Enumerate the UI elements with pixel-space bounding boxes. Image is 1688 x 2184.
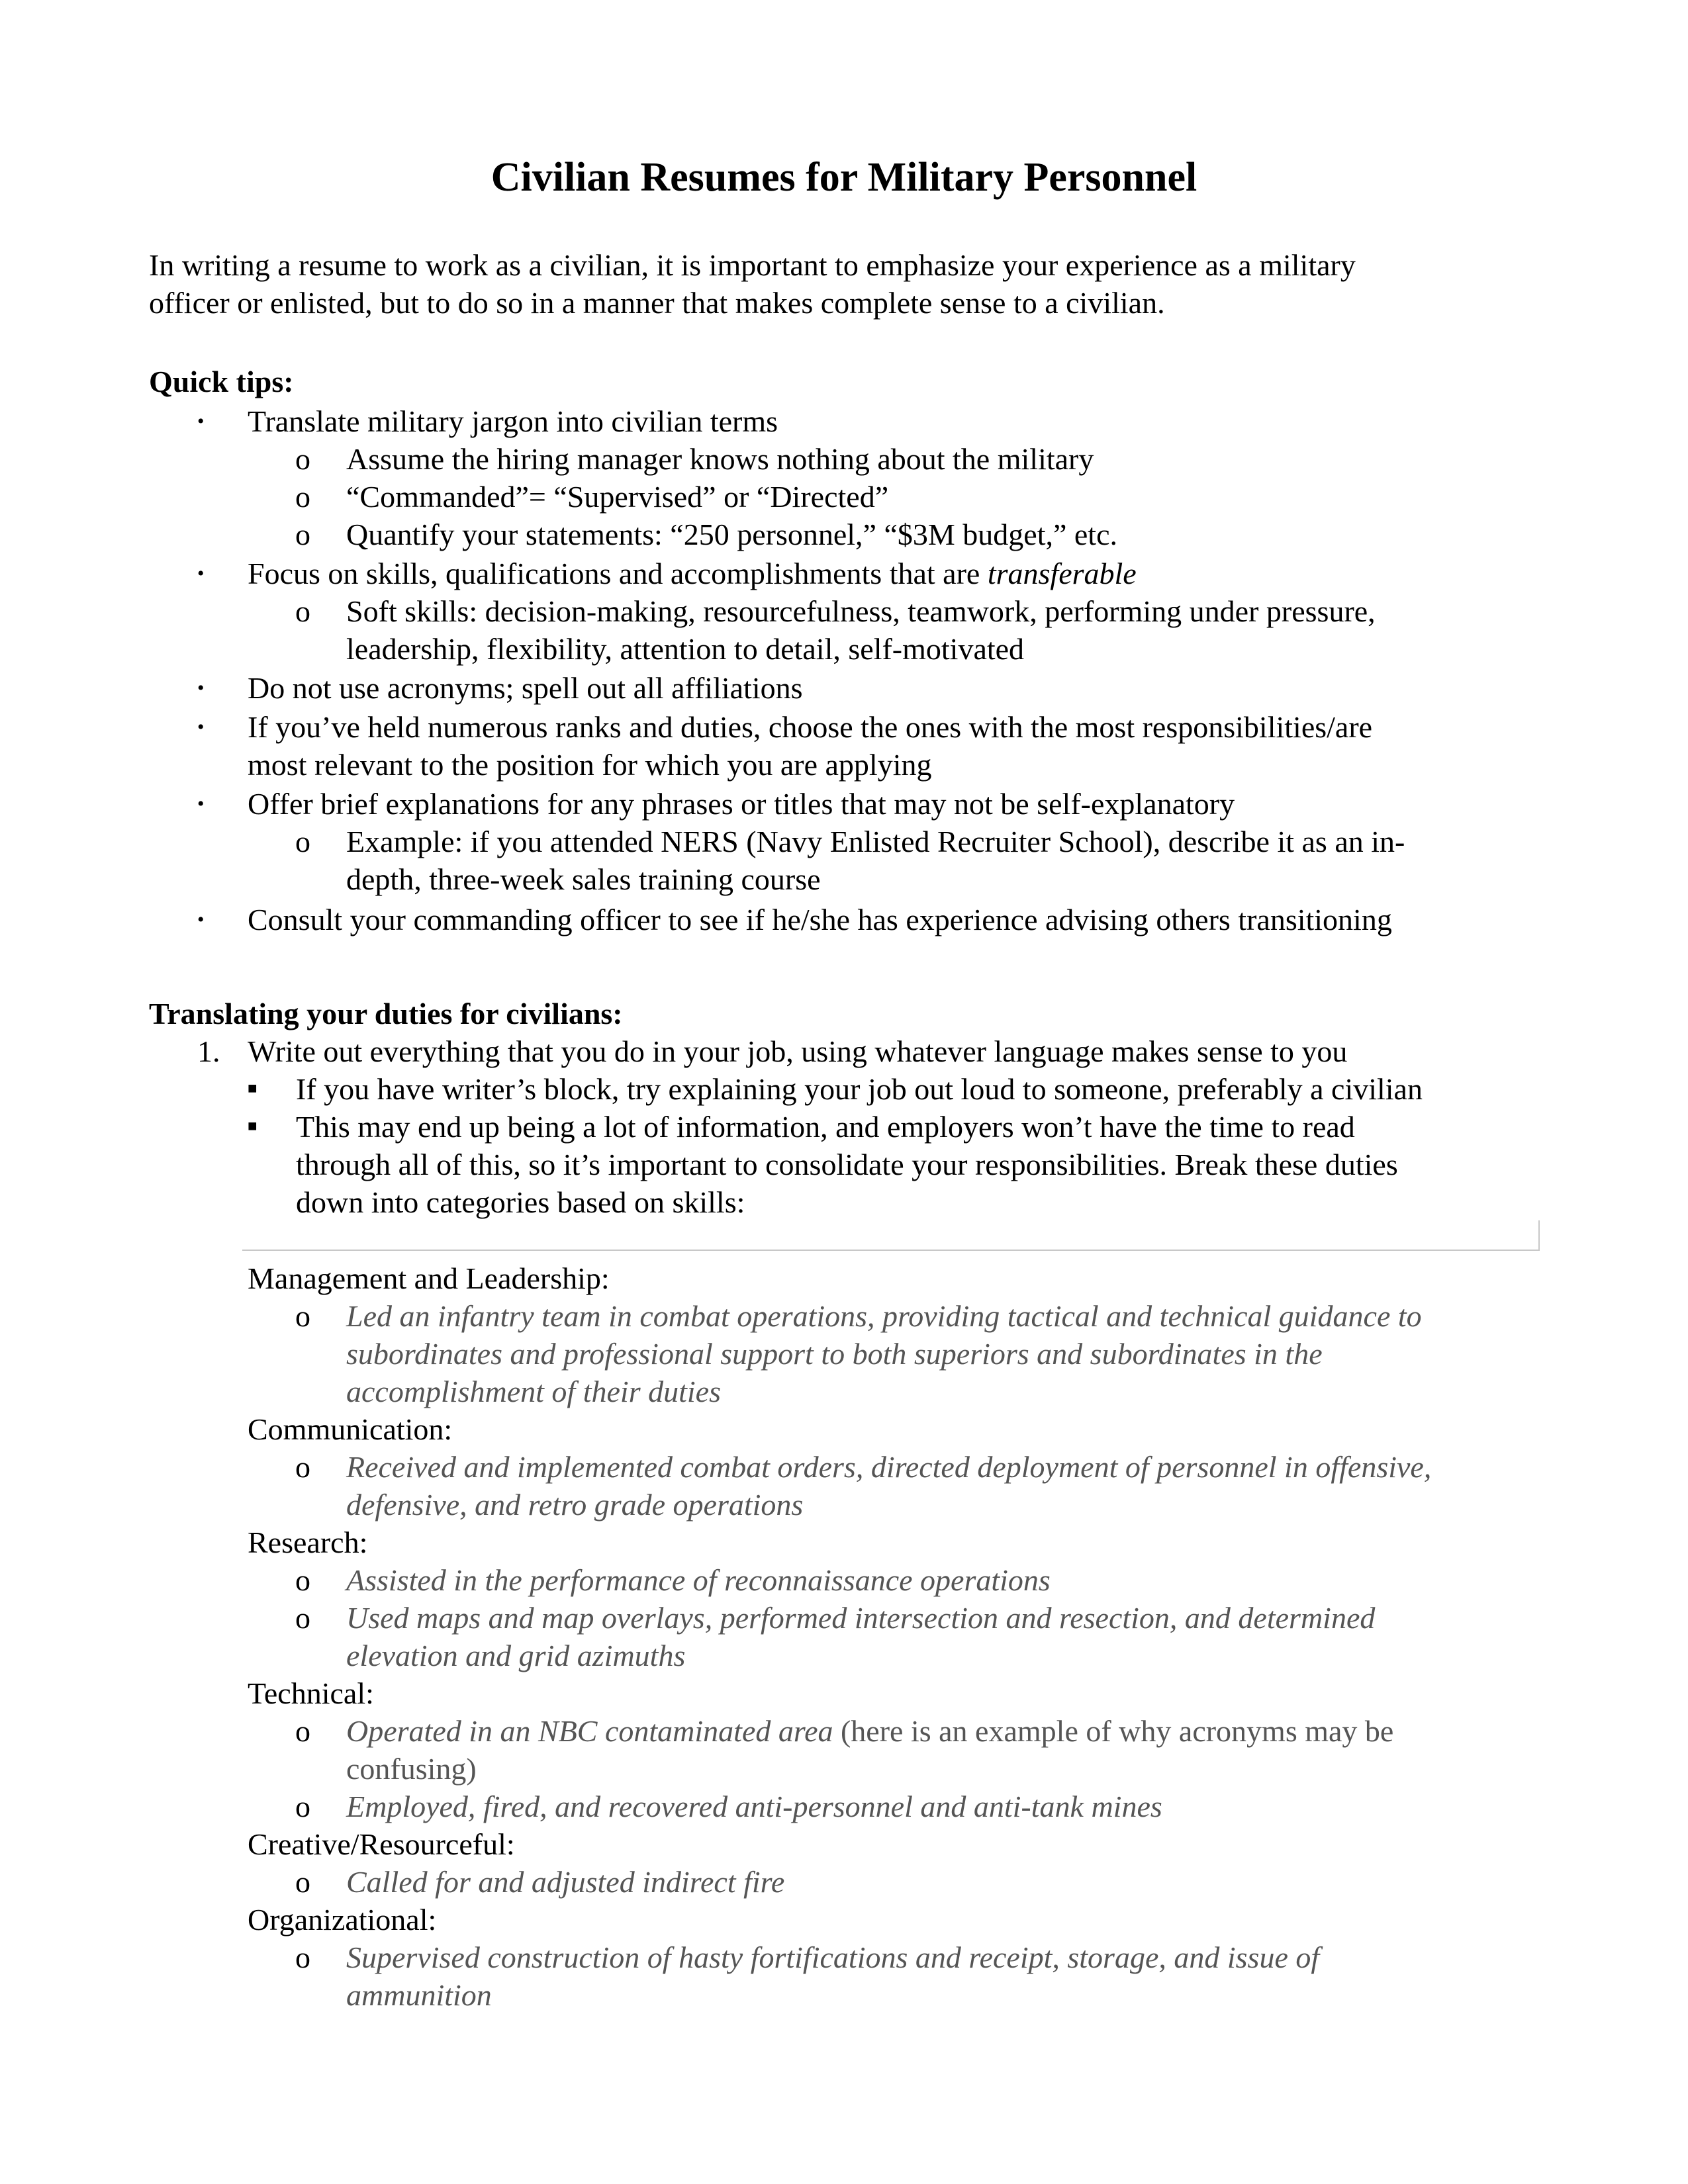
sub-bullet-icon: o bbox=[295, 1865, 310, 1899]
tip-text: Translate military jargon into civilian terms bbox=[248, 404, 778, 438]
example-text: Called for and adjusted indirect fire bbox=[346, 1865, 785, 1899]
example-text: defensive, and retro grade operations bbox=[346, 1488, 804, 1522]
intro-line: In writing a resume to work as a civilian, it is important to emphasize your experience as a military bbox=[149, 248, 1356, 282]
example-text: subordinates and professional support to both superiors and subordinates in the bbox=[346, 1337, 1323, 1371]
tip-emphasis: transferable bbox=[987, 557, 1137, 590]
example-text: Led an infantry team in combat operations, providing tactical and technical guidance to bbox=[346, 1299, 1422, 1333]
step-sub-text: This may end up being a lot of information, and employers won’t have the time to read bbox=[296, 1110, 1355, 1144]
sub-bullet-icon: o bbox=[295, 480, 310, 514]
sub-bullet-icon: o bbox=[295, 442, 310, 476]
tip-text bbox=[248, 555, 1137, 592]
example-text bbox=[346, 1712, 1393, 1750]
example-note: confusing) bbox=[346, 1752, 477, 1786]
bullet-icon: • bbox=[197, 563, 205, 584]
category-label-research: Research: bbox=[248, 1525, 368, 1559]
step-text: Write out everything that you do in your job, using whatever language makes sense to you bbox=[248, 1034, 1348, 1068]
example-note: (here is an example of why acronyms may be bbox=[833, 1714, 1394, 1748]
example-text: Used maps and map overlays, performed intersection and resection, and determined bbox=[346, 1601, 1376, 1635]
bullet-icon: • bbox=[197, 909, 205, 931]
example-text: elevation and grid azimuths bbox=[346, 1639, 686, 1672]
divider-tick bbox=[1538, 1220, 1540, 1251]
sub-tip-text: Assume the hiring manager knows nothing about the military bbox=[346, 442, 1094, 476]
sub-tip-text: Soft skills: decision-making, resourcefulness, teamwork, performing under pressure, bbox=[346, 594, 1376, 628]
intro-paragraph bbox=[149, 246, 1552, 322]
sub-tip-text: Quantify your statements: “250 personnel,” “$3M budget,” etc. bbox=[346, 518, 1118, 551]
example-text: Assisted in the performance of reconnaissance operations bbox=[346, 1563, 1051, 1597]
tip-text: Offer brief explanations for any phrases or titles that may not be self-explanatory bbox=[248, 787, 1235, 821]
page-title: Civilian Resumes for Military Personnel bbox=[491, 155, 1197, 200]
sub-tip-text: Example: if you attended NERS (Navy Enlisted Recruiter School), describe it as an in- bbox=[346, 825, 1405, 858]
bullet-icon: • bbox=[197, 716, 205, 738]
sub-bullet-icon: o bbox=[295, 1299, 310, 1333]
tip-text: Do not use acronyms; spell out all affiliations bbox=[248, 671, 803, 705]
tip-text-prefix: Focus on skills, qualifications and accomplishments that are bbox=[248, 557, 988, 590]
sub-bullet-icon: o bbox=[295, 1790, 310, 1823]
tip-text: most relevant to the position for which you are applying bbox=[248, 748, 932, 782]
sub-bullet-icon: o bbox=[295, 1563, 310, 1597]
sub-tip-text: leadership, flexibility, attention to detail, self-motivated bbox=[346, 632, 1025, 666]
divider-line bbox=[242, 1250, 1540, 1251]
example-text: ammunition bbox=[346, 1978, 492, 2012]
example-text: Supervised construction of hasty fortifications and receipt, storage, and issue of bbox=[346, 1940, 1320, 1974]
sub-bullet-icon: o bbox=[295, 594, 310, 628]
sub-bullet-icon: o bbox=[295, 1601, 310, 1635]
sub-bullet-icon: o bbox=[295, 1940, 310, 1974]
tip-text: If you’ve held numerous ranks and duties, choose the ones with the most responsibilities/are bbox=[248, 710, 1373, 744]
sub-tip-text: “Commanded”= “Supervised” or “Directed” bbox=[346, 480, 889, 514]
tip-text: Consult your commanding officer to see if he/she has experience advising others transitioning bbox=[248, 903, 1392, 936]
sub-bullet-icon: o bbox=[295, 518, 310, 551]
bullet-icon: • bbox=[197, 793, 205, 815]
step-number: 1. bbox=[197, 1034, 220, 1068]
category-label-creative: Creative/Resourceful: bbox=[248, 1827, 515, 1861]
sub-tip-text: depth, three-week sales training course bbox=[346, 862, 821, 896]
translating-heading: Translating your duties for civilians: bbox=[149, 997, 623, 1030]
category-label-communication: Communication: bbox=[248, 1412, 453, 1446]
square-bullet-icon: ■ bbox=[248, 1080, 258, 1097]
step-sub-text: If you have writer’s block, try explaining your job out loud to someone, preferably a civilian bbox=[296, 1072, 1423, 1106]
square-bullet-icon: ■ bbox=[248, 1118, 258, 1135]
bullet-icon: • bbox=[197, 677, 205, 699]
example-text: Received and implemented combat orders, directed deployment of personnel in offensive, bbox=[346, 1450, 1432, 1484]
sub-bullet-icon: o bbox=[295, 1450, 310, 1484]
category-label-organizational: Organizational: bbox=[248, 1903, 437, 1936]
step-sub-text: down into categories based on skills: bbox=[296, 1185, 745, 1219]
step-sub-text: through all of this, so it’s important to consolidate your responsibilities. Break these duties bbox=[296, 1148, 1398, 1181]
category-label-management: Management and Leadership: bbox=[248, 1261, 610, 1295]
sub-bullet-icon: o bbox=[295, 1714, 310, 1748]
example-text: accomplishment of their duties bbox=[346, 1375, 721, 1408]
bullet-icon: • bbox=[197, 410, 205, 432]
sub-bullet-icon: o bbox=[295, 825, 310, 858]
category-label-technical: Technical: bbox=[248, 1676, 374, 1710]
example-text: Employed, fired, and recovered anti-personnel and anti-tank mines bbox=[346, 1790, 1162, 1823]
quick-tips-heading: Quick tips: bbox=[149, 365, 294, 398]
intro-line: officer or enlisted, but to do so in a manner that makes complete sense to a civilian. bbox=[149, 286, 1165, 320]
example-italic: Operated in an NBC contaminated area bbox=[346, 1714, 833, 1748]
